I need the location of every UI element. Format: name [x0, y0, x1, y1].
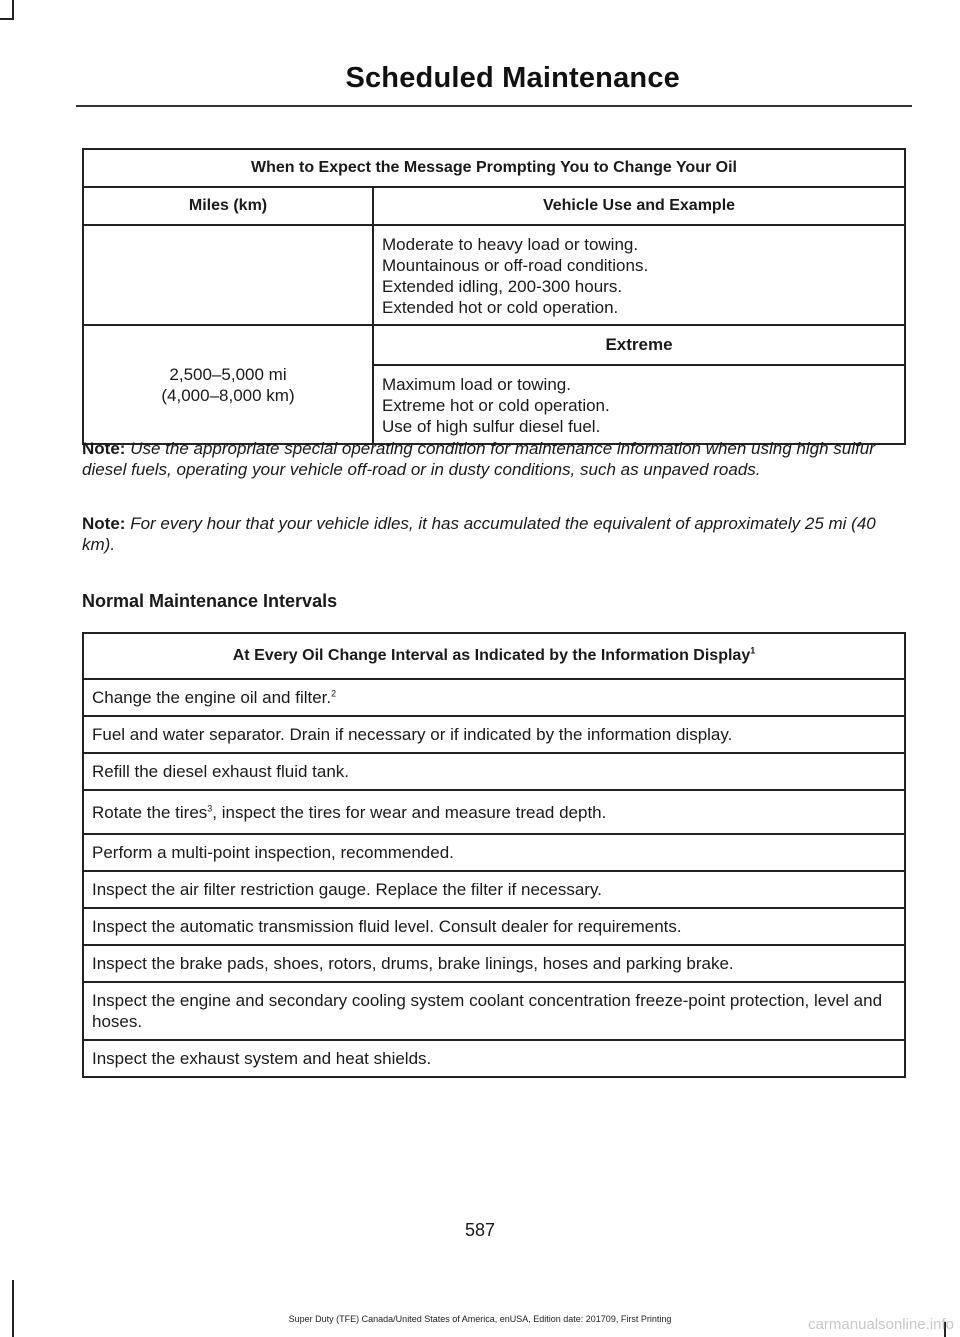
table-row: Fuel and water separator. Drain if necessary or if indicated by the information display. [83, 716, 905, 753]
table-row: Perform a multi-point inspection, recommended. [83, 834, 905, 871]
crop-mark-bottom-left [12, 1280, 14, 1337]
table-row [83, 679, 905, 716]
oil-table-title: When to Expect the Message Prompting You to Change Your Oil [83, 149, 905, 187]
severe-example: Mountainous or off-road conditions. [382, 256, 649, 275]
severe-example: Moderate to heavy load or towing. [382, 235, 639, 254]
interval-title-text: At Every Oil Change Interval as Indicated by the Information Display [232, 647, 751, 664]
extreme-example: Extreme hot or cold operation. [382, 396, 610, 415]
oil-message-table [82, 148, 906, 445]
table-row: Inspect the air filter restriction gauge. Replace the filter if necessary. [83, 871, 905, 908]
table-row: Inspect the engine and secondary cooling system coolant concentration freeze-point protection, level and hoses. [83, 982, 905, 1040]
footnote-marker: 2 [331, 688, 337, 699]
row-text: Rotate the tires [92, 802, 208, 822]
footnote-marker: 1 [750, 645, 756, 656]
extreme-example: Use of high sulfur diesel fuel. [382, 417, 601, 436]
row-text: Change the engine oil and filter. [92, 688, 332, 707]
note-label: Note: [82, 514, 126, 533]
severe-examples-cell [373, 225, 905, 325]
page-title: Scheduled Maintenance [345, 62, 680, 94]
extreme-label: Extreme [373, 325, 905, 365]
extreme-km: (4,000–8,000 km) [161, 385, 295, 405]
table-row: Inspect the brake pads, shoes, rotors, drums, brake linings, hoses and parking brake. [83, 945, 905, 982]
note-idle-hours [82, 513, 912, 555]
crop-mark-top-left [12, 0, 14, 20]
interval-table-title [83, 633, 905, 679]
page-number: 587 [464, 1220, 496, 1240]
note-high-sulfur [82, 438, 912, 480]
extreme-example: Maximum load or towing. [382, 375, 571, 394]
note-label: Note: [82, 439, 126, 458]
note-text: For every hour that your vehicle idles, it has accumulated the equivalent of approximately 25 mi (40 km). [82, 514, 876, 554]
table-row: Refill the diesel exhaust fluid tank. [83, 753, 905, 790]
extreme-miles: 2,500–5,000 mi [169, 364, 287, 384]
severe-miles-cell [83, 225, 373, 325]
footer-edition: Super Duty (TFE) Canada/United States of America, enUSA, Edition date: 201709, First Printing [288, 1314, 672, 1324]
row-text: , inspect the tires for wear and measure tread depth. [212, 802, 607, 822]
crop-mark-top-left-horizontal [0, 18, 14, 20]
footnote-marker: 3 [207, 802, 213, 813]
note-text: Use the appropriate special operating condition for maintenance information when using high sulfur diesel fuels, operating your vehicle off-road or in dusty conditions, such as unpaved roads. [82, 439, 875, 479]
severe-example: Extended idling, 200-300 hours. [382, 277, 623, 296]
title-divider [76, 105, 912, 107]
watermark: carmanualsonline.info [808, 1316, 954, 1333]
col-miles-header: Miles (km) [83, 187, 373, 225]
col-use-header: Vehicle Use and Example [373, 187, 905, 225]
table-row: Inspect the exhaust system and heat shields. [83, 1040, 905, 1077]
severe-example: Extended hot or cold operation. [382, 298, 619, 317]
table-row [83, 790, 905, 834]
extreme-miles-cell [83, 325, 373, 444]
maintenance-interval-table [82, 632, 906, 1078]
table-row: Inspect the automatic transmission fluid level. Consult dealer for requirements. [83, 908, 905, 945]
extreme-examples-cell [373, 365, 905, 444]
section-heading: Normal Maintenance Intervals [82, 591, 338, 611]
